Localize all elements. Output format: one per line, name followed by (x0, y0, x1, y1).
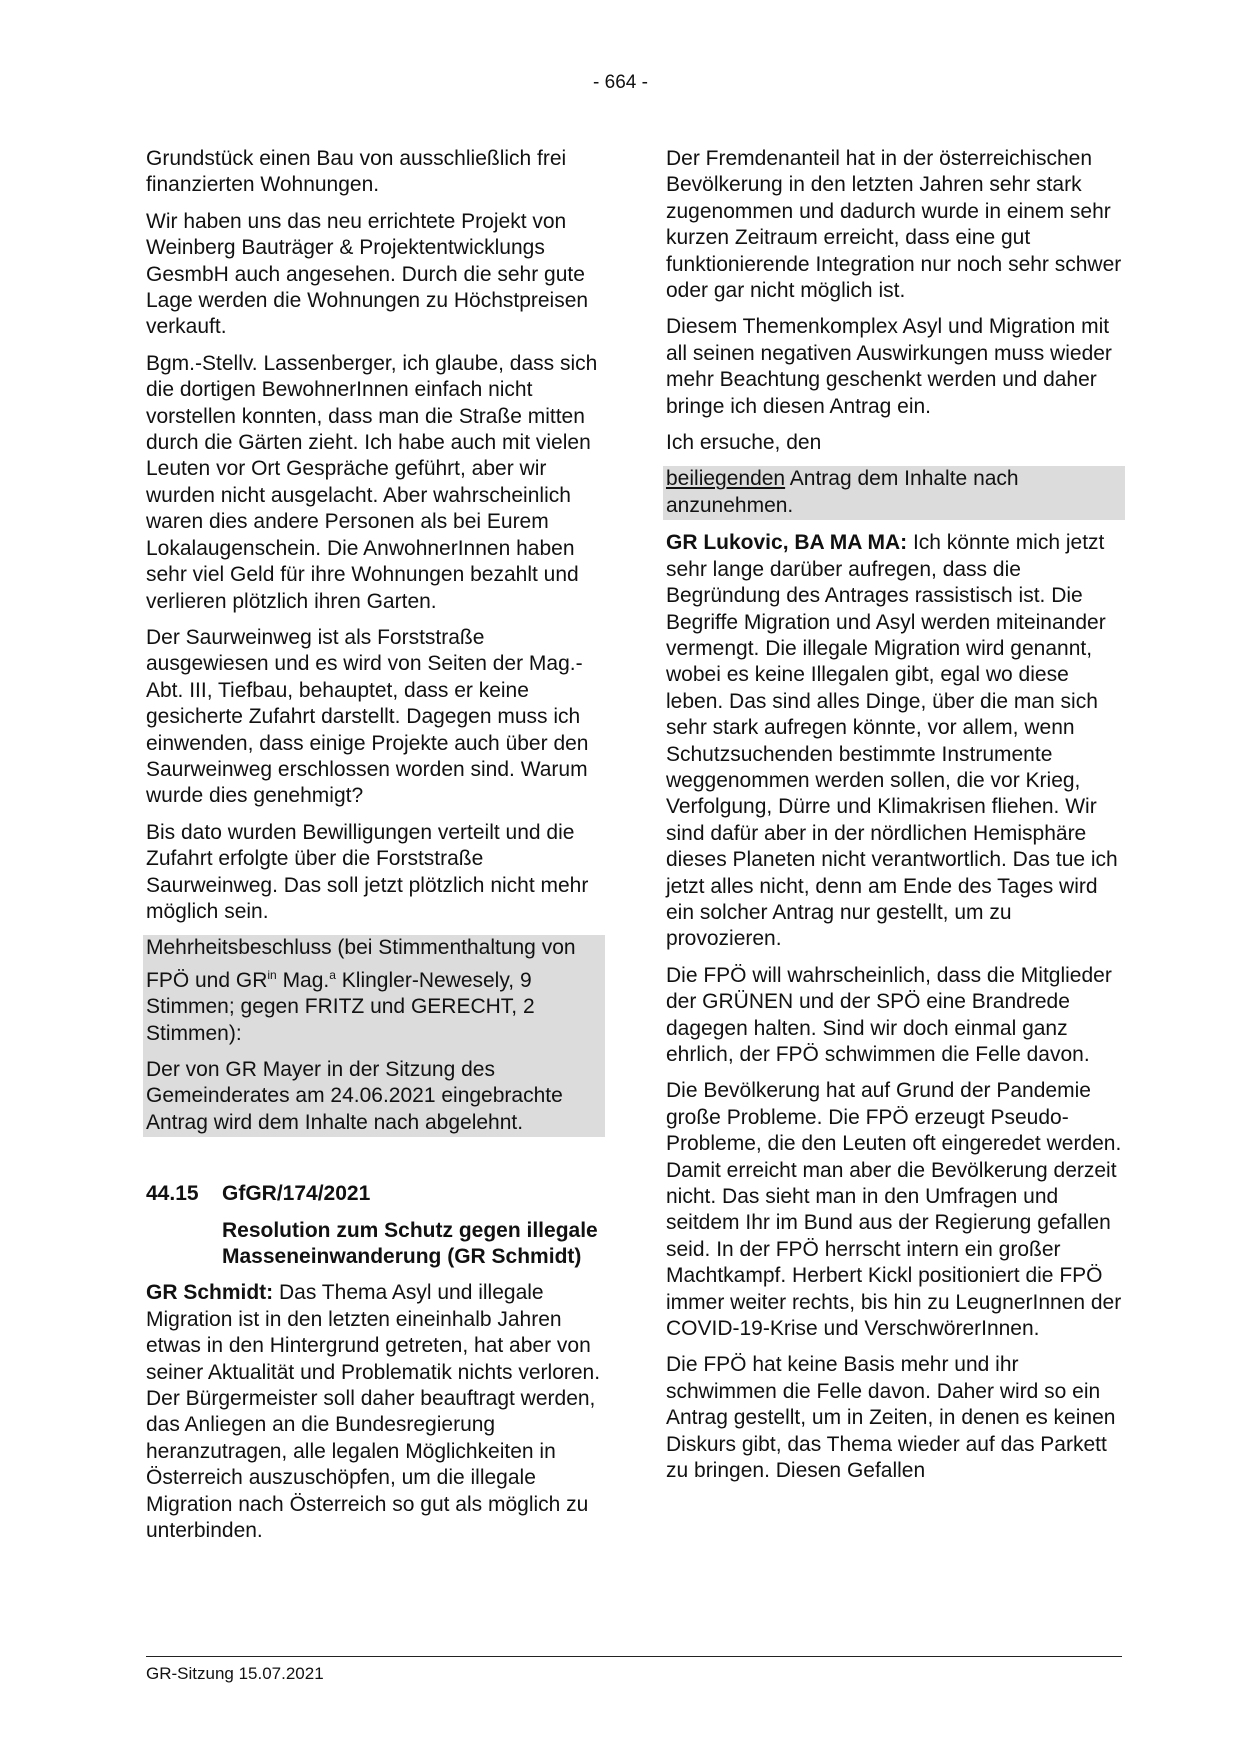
section-heading: 44.15 GfGR/174/2021 (146, 1182, 371, 1206)
speaker-name: GR Schmidt: (146, 1281, 274, 1305)
paragraph: Die FPÖ hat keine Basis mehr und ihr schwimmen die Felle davon. Daher wird so ein Antrag gestellt, um in Zeiten, in denen es keinen Diskurs gibt, das Thema wieder auf das Parkett zu bringen. Diesen Gefallen (666, 1353, 1116, 1483)
request-box (663, 466, 1125, 520)
paragraph: Die FPÖ will wahrscheinlich, dass die Mitglieder der GRÜNEN und der SPÖ eine Brandrede dagegen halten. Sind wir doch einmal ganz ehrlich, der FPÖ schwimmen die Felle davon. (666, 963, 1112, 1066)
resolution-title: Resolution zum Schutz gegen illegale Masseneinwanderung (GR Schmidt) (222, 1218, 598, 1269)
paragraph: Grundstück einen Bau von ausschließlich frei finanzierten Wohnungen. (146, 147, 567, 197)
paragraph: Die Bevölkerung hat auf Grund der Pandemie große Probleme. Die FPÖ erzeugt Pseudo-Probleme, die den Leuten oft eingeredet werden. Damit erreicht man aber die Bevölkerung derzeit nicht. Das sieht man in den Umfragen und seitdem Ihr im Bund aus der Regierung gefallen seid. In der FPÖ herrscht intern ein großer Machtkampf. Herbert Kickl positioniert die FPÖ immer weiter rechts, bis hin zu LeugnerInnen der COVID-19-Krise und VerschwörerInnen. (666, 1079, 1122, 1341)
speech-paragraph: GR Schmidt: Das Thema Asyl und illegale Migration ist in den letzten eineinhalb Jahren etwas in den Hintergrund getreten, hat aber von seiner Aktualität und Problematik nichts verloren. Der Bürgermeister soll daher beauftragt werden, das Anliegen an die Bundesregierung heranzutragen, alle legalen Möglichkeiten in Österreich auszuschöpfen, um die illegale Migration nach Österreich so gut als möglich zu unterbinden. (146, 1281, 601, 1543)
page-number: - 664 - (593, 72, 648, 93)
right-column (666, 146, 1122, 1495)
decision-text: Der von GR Mayer in der Sitzung des Gemeinderates am 24.06.2021 eingebrachte Antrag wird dem Inhalte nach abgelehnt. (146, 1058, 563, 1134)
paragraph: Der Saurweinweg ist als Forststraße ausgewiesen und es wird von Seiten der Mag.-Abt. III, Tiefbau, behauptet, dass er keine gesicherte Zufahrt darstellt. Dagegen muss ich einwenden, dass einige Projekte auch über den Saurweinweg erschlossen worden sind. Warum wurde dies genehmigt? (146, 625, 589, 808)
paragraph: Bgm.-Stellv. Lassenberger, ich glaube, dass sich die dortigen BewohnerInnen einfach nicht vorstellen konnten, dass man die Straße mitten durch die Gärten zieht. Ich habe auch mit vielen Leuten vor Ort Gespräche geführt, aber wir wurden nicht ausgelacht. Aber wahrscheinlich waren dies andere Personen als bei Eurem Lokalaugenschein. Die AnwohnerInnen haben sehr viel Geld für ihre Wohnungen bezahlt und verlieren plötzlich ihren Garten. (146, 351, 598, 613)
decision-box (143, 935, 605, 1137)
paragraph: Ich ersuche, den (666, 431, 822, 455)
paragraph: Wir haben uns das neu errichtete Projekt von Weinberg Bauträger & Projektentwicklungs GesmbH auch angesehen. Durch die sehr gute Lage werden die Wohnungen zu Höchstpreisen verkauft. (146, 209, 589, 339)
decision-vote: Mehrheitsbeschluss (bei Stimmenthaltung von FPÖ und $GR^{in}$ Mag.$^a$ Klingler-Newesely, 9 Stimmen; gegen FRITZ und GERECHT, 2 Stimmen): (146, 936, 576, 1045)
footer-divider (146, 1656, 1122, 1657)
left-column (146, 146, 602, 1555)
request-text: beiliegenden Antrag dem Inhalte nach anzunehmen. (666, 467, 1019, 517)
footer: GR-Sitzung 15.07.2021 (146, 1664, 324, 1683)
paragraph: Bis dato wurden Bewilligungen verteilt und die Zufahrt erfolgte über die Forststraße Saurweinweg. Das soll jetzt plötzlich nicht mehr möglich sein. (146, 820, 589, 923)
speaker-name: GR Lukovic, BA MA MA: (666, 531, 908, 555)
paragraph: Diesem Themenkomplex Asyl und Migration mit all seinen negativen Auswirkungen muss wieder mehr Beachtung geschenkt werden und daher bringe ich diesen Antrag ein. (666, 315, 1112, 418)
speech-paragraph: GR Lukovic, BA MA MA: Ich könnte mich jetzt sehr lange darüber aufregen, dass die Begründung des Antrages rassistisch ist. Die Begriffe Migration und Asyl werden miteinander vermengt. Die illegale Migration wird genannt, wobei es keine Illegalen gibt, egal wo diese leben. Das sind alles Dinge, über die man sich sehr stark aufregen könnte, vor allem, wenn Schutzsuchenden bestimmte Instrumente weggenommen werden sollen, die vor Krieg, Verfolgung, Dürre und Klimakrisen fliehen. Wir sind dafür aber in der nördlichen Hemisphäre dieses Planeten nicht verantwortlich. Das tue ich jetzt alles nicht, denn am Ende des Tages wird ein solcher Antrag nur gestellt, um zu provozieren. (666, 531, 1118, 951)
paragraph: Der Fremdenanteil hat in der österreichischen Bevölkerung in den letzten Jahren sehr stark zugenommen und dadurch wurde in einem sehr kurzen Zeitraum erreicht, dass eine gut funktionierende Integration nur noch sehr schwer oder gar nicht möglich ist. (666, 147, 1122, 303)
